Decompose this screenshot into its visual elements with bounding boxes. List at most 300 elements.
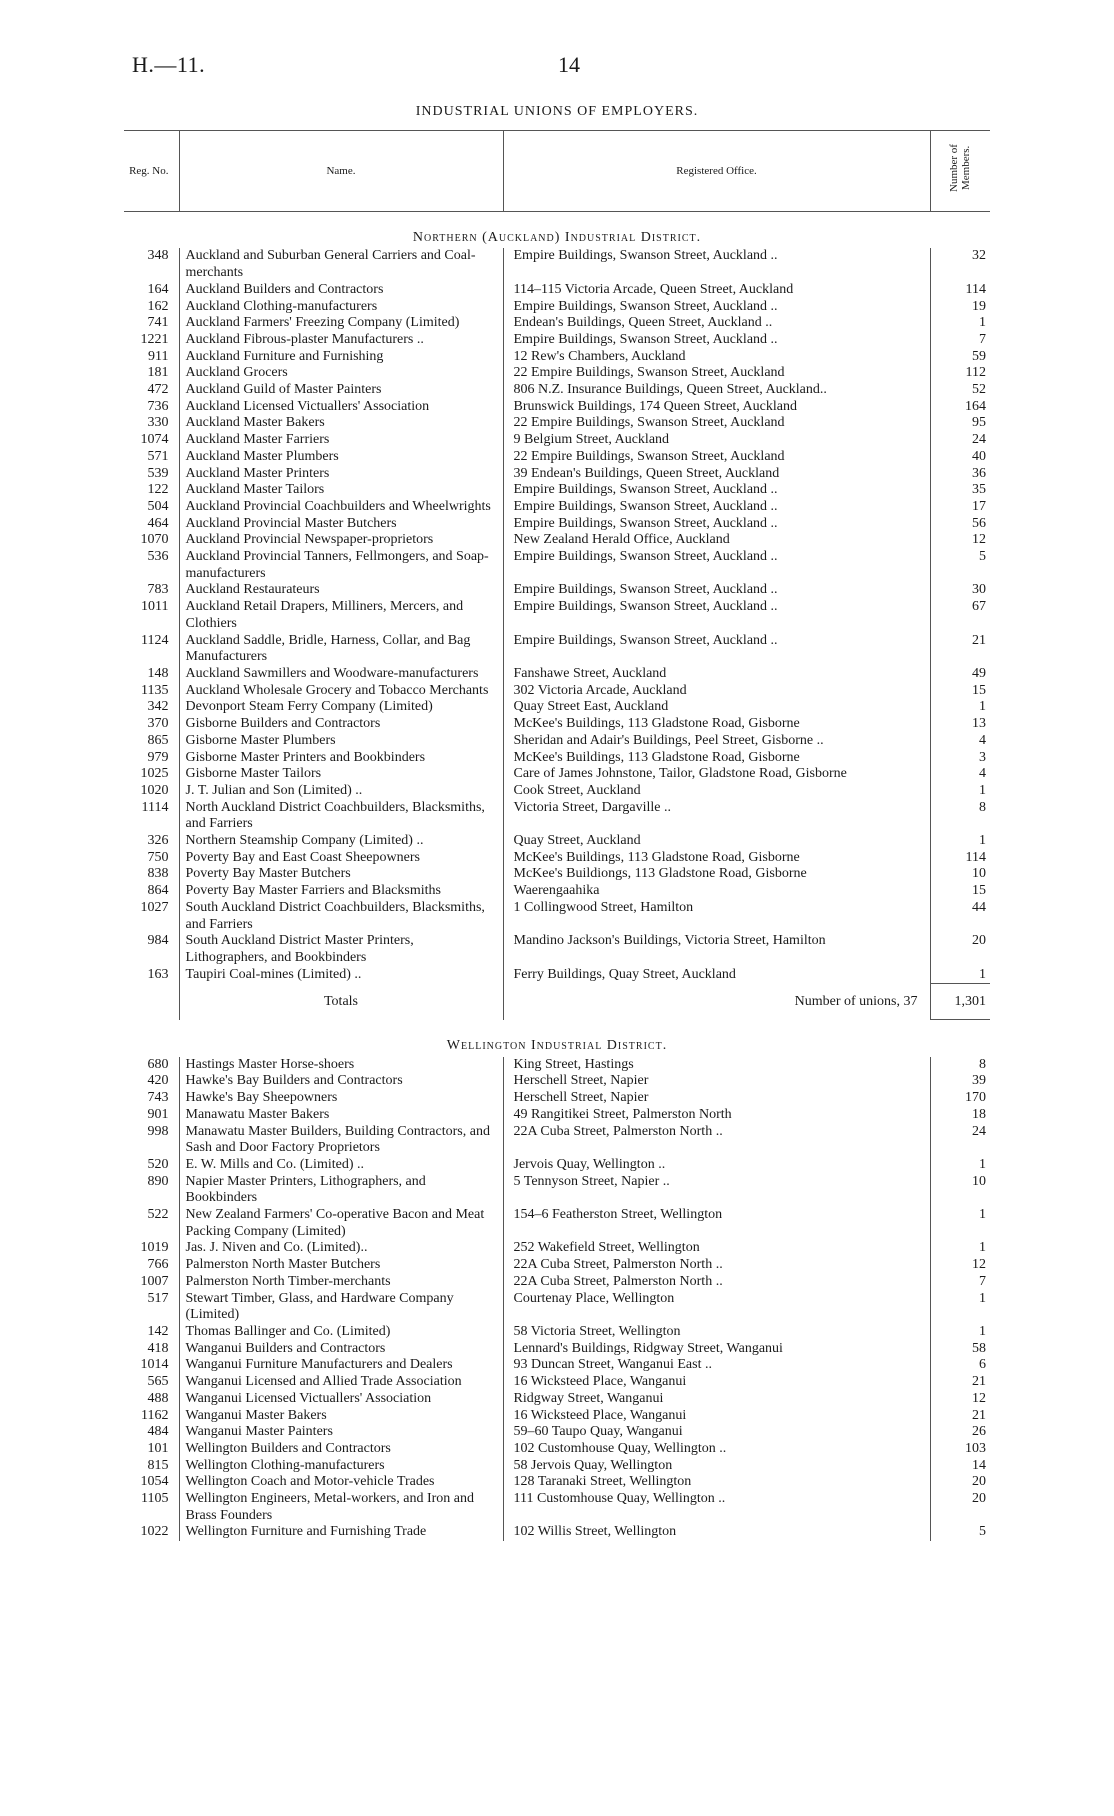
members-count-cell: 7: [930, 1274, 990, 1291]
members-count-cell: 56: [930, 516, 990, 533]
members-count-cell: 4: [930, 766, 990, 783]
header-name: Name.: [179, 131, 503, 212]
registered-office-cell: 22 Empire Buildings, Swanson Street, Auckland: [503, 449, 930, 466]
table-row: [124, 1240, 990, 1257]
table-row: [124, 248, 990, 281]
table-row: [124, 516, 990, 533]
registered-office-cell: Empire Buildings, Swanson Street, Auckland ..: [503, 599, 930, 632]
registered-office-cell: 806 N.Z. Insurance Buildings, Queen Street, Auckland..: [503, 382, 930, 399]
reg-no-cell: 1124: [141, 632, 169, 648]
registered-office-cell: 114–115 Victoria Arcade, Queen Street, Auckland: [503, 282, 930, 299]
members-count-cell: 170: [930, 1090, 990, 1107]
union-name-cell: Wanganui Furniture Manufacturers and Dealers: [179, 1357, 503, 1374]
number-of-unions: Number of unions, 37: [503, 984, 930, 1020]
registered-office-cell: McKee's Buildings, 113 Gladstone Road, Gisborne: [503, 716, 930, 733]
union-name-cell: Gisborne Master Printers and Bookbinders: [179, 750, 503, 767]
totals-row: [124, 984, 990, 1020]
members-count-cell: 114: [930, 282, 990, 299]
union-name-cell: Palmerston North Timber-merchants: [179, 1274, 503, 1291]
table-row: [124, 1424, 990, 1441]
members-count-cell: 6: [930, 1357, 990, 1374]
table-row: [124, 1374, 990, 1391]
members-count-cell: 3: [930, 750, 990, 767]
union-name-cell: Poverty Bay and East Coast Sheepowners: [179, 850, 503, 867]
table-row: [124, 349, 990, 366]
reg-no-cell: 420: [147, 1073, 169, 1089]
reg-no-cell: 517: [147, 1290, 169, 1306]
union-name-cell: Auckland and Suburban General Carriers and Coal-merchants: [179, 248, 503, 281]
union-name-cell: Auckland Guild of Master Painters: [179, 382, 503, 399]
union-name-cell: Auckland Provincial Master Butchers: [179, 516, 503, 533]
table-row: [124, 1174, 990, 1207]
union-name-cell: Hastings Master Horse-shoers: [179, 1057, 503, 1074]
district-heading-row: [124, 211, 990, 248]
union-name-cell: Wanganui Licensed Victuallers' Association: [179, 1391, 503, 1408]
registered-office-cell: 1 Collingwood Street, Hamilton: [503, 900, 930, 933]
union-name-cell: Auckland Grocers: [179, 365, 503, 382]
district-title: Northern (Auckland) Industrial District.: [412, 229, 702, 245]
registered-office-cell: 252 Wakefield Street, Wellington: [503, 1240, 930, 1257]
table-row: [124, 850, 990, 867]
page-identifier: H.—11.: [132, 52, 206, 77]
union-name-cell: Auckland Saddle, Bridle, Harness, Collar, and Bag Manufacturers: [179, 633, 503, 666]
members-count-cell: 52: [930, 382, 990, 399]
members-count-cell: 1: [930, 1240, 990, 1257]
union-name-cell: New Zealand Farmers' Co-operative Bacon and Meat Packing Company (Limited): [179, 1207, 503, 1240]
members-count-cell: 21: [930, 1408, 990, 1425]
page-number: 14: [558, 52, 580, 77]
reg-no-cell: 1020: [140, 782, 169, 798]
members-count-cell: 1: [930, 1207, 990, 1240]
registered-office-cell: Empire Buildings, Swanson Street, Auckland ..: [503, 499, 930, 516]
reg-no-cell: 520: [147, 1156, 169, 1172]
members-count-cell: 20: [930, 933, 990, 966]
members-count-cell: 1: [930, 699, 990, 716]
reg-no-cell: 418: [147, 1340, 169, 1356]
table-row: [124, 599, 990, 632]
registered-office-cell: 102 Customhouse Quay, Wellington ..: [503, 1441, 930, 1458]
union-name-cell: Gisborne Master Plumbers: [179, 733, 503, 750]
table-row: [124, 1274, 990, 1291]
table-row: [124, 1324, 990, 1341]
reg-no-cell: 326: [147, 833, 169, 849]
union-name-cell: Auckland Master Plumbers: [179, 449, 503, 466]
union-name-cell: Wellington Engineers, Metal-workers, and Iron and Brass Founders: [179, 1491, 503, 1524]
members-count-cell: 10: [930, 1174, 990, 1207]
reg-no-cell: 1221: [140, 331, 169, 347]
members-count-cell: 58: [930, 1341, 990, 1358]
members-count-cell: 164: [930, 399, 990, 416]
table-row: [124, 449, 990, 466]
table-row: [124, 1524, 990, 1541]
table-row: [124, 783, 990, 800]
table-row: [124, 633, 990, 666]
union-name-cell: Taupiri Coal-mines (Limited) ..: [179, 967, 503, 984]
registered-office-cell: McKee's Buildiongs, 113 Gladstone Road, Gisborne: [503, 866, 930, 883]
members-count-cell: 13: [930, 716, 990, 733]
union-name-cell: Napier Master Printers, Lithographers, and Bookbinders: [179, 1174, 503, 1207]
reg-no-cell: 1074: [140, 432, 169, 448]
members-count-cell: 19: [930, 299, 990, 316]
table-row: [124, 532, 990, 549]
registered-office-cell: 58 Victoria Street, Wellington: [503, 1324, 930, 1341]
union-name-cell: Auckland Master Printers: [179, 466, 503, 483]
reg-no-cell: 484: [147, 1424, 169, 1440]
members-count-cell: 1: [930, 1157, 990, 1174]
union-name-cell: Thomas Ballinger and Co. (Limited): [179, 1324, 503, 1341]
registered-office-cell: Victoria Street, Dargaville ..: [503, 800, 930, 833]
union-name-cell: Auckland Master Bakers: [179, 415, 503, 432]
reg-no-cell: 838: [147, 866, 169, 882]
table-row: [124, 1357, 990, 1374]
registered-office-cell: Courtenay Place, Wellington: [503, 1291, 930, 1324]
district-title: Wellington Industrial District.: [446, 1038, 668, 1054]
table-row: [124, 399, 990, 416]
union-name-cell: Gisborne Master Tailors: [179, 766, 503, 783]
reg-no-cell: 348: [147, 248, 169, 264]
union-name-cell: Auckland Restaurateurs: [179, 582, 503, 599]
registered-office-cell: New Zealand Herald Office, Auckland: [503, 532, 930, 549]
header-members: [930, 131, 990, 212]
table-row: [124, 582, 990, 599]
table-row: [124, 1124, 990, 1157]
table-row: [124, 900, 990, 933]
registered-office-cell: 22A Cuba Street, Palmerston North ..: [503, 1124, 930, 1157]
members-count-cell: 24: [930, 1124, 990, 1157]
registered-office-cell: 154–6 Featherston Street, Wellington: [503, 1207, 930, 1240]
union-name-cell: Auckland Master Farriers: [179, 432, 503, 449]
reg-no-cell: 1070: [140, 532, 169, 548]
union-name-cell: Auckland Licensed Victuallers' Association: [179, 399, 503, 416]
members-count-cell: 15: [930, 883, 990, 900]
registered-office-cell: Empire Buildings, Swanson Street, Auckland ..: [503, 248, 930, 281]
members-count-cell: 103: [930, 1441, 990, 1458]
registered-office-cell: Ferry Buildings, Quay Street, Auckland: [503, 967, 930, 984]
union-name-cell: South Auckland District Coachbuilders, Blacksmiths, and Farriers: [179, 900, 503, 933]
registered-office-cell: 39 Endean's Buildings, Queen Street, Auckland: [503, 466, 930, 483]
registered-office-cell: Care of James Johnstone, Tailor, Gladstone Road, Gisborne: [503, 766, 930, 783]
table-row: [124, 382, 990, 399]
table-body: [124, 211, 990, 1541]
table-row: [124, 666, 990, 683]
registered-office-cell: Jervois Quay, Wellington ..: [503, 1157, 930, 1174]
union-name-cell: Auckland Builders and Contractors: [179, 282, 503, 299]
members-count-cell: 12: [930, 532, 990, 549]
table-row: [124, 332, 990, 349]
members-count-cell: 35: [930, 482, 990, 499]
members-count-cell: 112: [930, 365, 990, 382]
members-count-cell: 21: [930, 1374, 990, 1391]
members-count-cell: 20: [930, 1474, 990, 1491]
registered-office-cell: Cook Street, Auckland: [503, 783, 930, 800]
reg-no-cell: 750: [147, 849, 169, 865]
members-count-cell: 4: [930, 733, 990, 750]
totals-label: Totals: [179, 984, 503, 1020]
table-row: [124, 1341, 990, 1358]
reg-no-cell: 890: [147, 1173, 169, 1189]
union-name-cell: Manawatu Master Builders, Building Contractors, and Sash and Door Factory Proprietors: [179, 1124, 503, 1157]
table-row: [124, 1073, 990, 1090]
union-name-cell: Manawatu Master Bakers: [179, 1107, 503, 1124]
table-row: [124, 733, 990, 750]
members-count-cell: 30: [930, 582, 990, 599]
reg-no-cell: 1135: [141, 682, 169, 698]
table-row: [124, 1157, 990, 1174]
table-row: [124, 1107, 990, 1124]
registered-office-cell: 93 Duncan Street, Wanganui East ..: [503, 1357, 930, 1374]
table-row: [124, 466, 990, 483]
reg-no-cell: 741: [147, 315, 169, 331]
table-row: [124, 1441, 990, 1458]
reg-no-cell: 1011: [141, 599, 169, 615]
registered-office-cell: 16 Wicksteed Place, Wanganui: [503, 1408, 930, 1425]
members-count-cell: 8: [930, 800, 990, 833]
registered-office-cell: 9 Belgium Street, Auckland: [503, 432, 930, 449]
reg-no-cell: 864: [147, 883, 169, 899]
members-count-cell: 21: [930, 633, 990, 666]
members-count-cell: 26: [930, 1424, 990, 1441]
table-row: [124, 866, 990, 883]
table-row: [124, 833, 990, 850]
union-name-cell: Wellington Coach and Motor-vehicle Trades: [179, 1474, 503, 1491]
registered-office-cell: 49 Rangitikei Street, Palmerston North: [503, 1107, 930, 1124]
registered-office-cell: McKee's Buildings, 113 Gladstone Road, Gisborne: [503, 750, 930, 767]
reg-no-cell: 148: [147, 665, 169, 681]
table-row: [124, 1458, 990, 1475]
registered-office-cell: Empire Buildings, Swanson Street, Auckland ..: [503, 299, 930, 316]
reg-no-cell: 539: [147, 465, 169, 481]
totals-blank-cell: [124, 984, 179, 1020]
reg-no-cell: 504: [147, 498, 169, 514]
union-name-cell: J. T. Julian and Son (Limited) ..: [179, 783, 503, 800]
registered-office-cell: Empire Buildings, Swanson Street, Auckland ..: [503, 482, 930, 499]
members-count-cell: 5: [930, 1524, 990, 1541]
members-count-cell: 40: [930, 449, 990, 466]
table-row: [124, 1291, 990, 1324]
reg-no-cell: 370: [147, 716, 169, 732]
union-name-cell: Gisborne Builders and Contractors: [179, 716, 503, 733]
union-name-cell: Wanganui Master Painters: [179, 1424, 503, 1441]
reg-no-cell: 911: [148, 348, 169, 364]
members-count-cell: 8: [930, 1057, 990, 1074]
members-count-cell: 12: [930, 1257, 990, 1274]
members-count-cell: 14: [930, 1458, 990, 1475]
members-count-cell: 1: [930, 1291, 990, 1324]
members-count-cell: 59: [930, 349, 990, 366]
reg-no-cell: 1105: [141, 1491, 169, 1507]
reg-no-cell: 522: [147, 1207, 169, 1223]
members-count-cell: 18: [930, 1107, 990, 1124]
union-name-cell: South Auckland District Master Printers, Lithographers, and Bookbinders: [179, 933, 503, 966]
unions-register-table: [124, 130, 990, 1541]
table-row: [124, 1491, 990, 1524]
reg-no-cell: 536: [147, 549, 169, 565]
members-count-cell: 10: [930, 866, 990, 883]
members-count-cell: 24: [930, 432, 990, 449]
members-count-cell: 1: [930, 783, 990, 800]
registered-office-cell: 111 Customhouse Quay, Wellington ..: [503, 1491, 930, 1524]
registered-office-cell: McKee's Buildings, 113 Gladstone Road, Gisborne: [503, 850, 930, 867]
registered-office-cell: Empire Buildings, Swanson Street, Auckland ..: [503, 582, 930, 599]
members-count-cell: 7: [930, 332, 990, 349]
registered-office-cell: 128 Taranaki Street, Wellington: [503, 1474, 930, 1491]
table-row: [124, 365, 990, 382]
union-name-cell: Devonport Steam Ferry Company (Limited): [179, 699, 503, 716]
table-row: [124, 933, 990, 966]
registered-office-cell: 12 Rew's Chambers, Auckland: [503, 349, 930, 366]
union-name-cell: Wellington Builders and Contractors: [179, 1441, 503, 1458]
table-row: [124, 1207, 990, 1240]
registered-office-cell: Quay Street, Auckland: [503, 833, 930, 850]
registered-office-cell: Empire Buildings, Swanson Street, Auckland ..: [503, 633, 930, 666]
members-count-cell: 39: [930, 1073, 990, 1090]
reg-no-cell: 181: [147, 365, 169, 381]
header-members-label: Number of Members.: [948, 144, 973, 192]
registered-office-cell: 22A Cuba Street, Palmerston North ..: [503, 1257, 930, 1274]
union-name-cell: Palmerston North Master Butchers: [179, 1257, 503, 1274]
registered-office-cell: Waerengaahika: [503, 883, 930, 900]
reg-no-cell: 472: [147, 382, 169, 398]
reg-no-cell: 865: [147, 732, 169, 748]
reg-no-cell: 1162: [141, 1407, 169, 1423]
union-name-cell: Auckland Sawmillers and Woodware-manufacturers: [179, 666, 503, 683]
table-row: [124, 482, 990, 499]
union-name-cell: Auckland Retail Drapers, Milliners, Mercers, and Clothiers: [179, 599, 503, 632]
registered-office-cell: 22 Empire Buildings, Swanson Street, Auckland: [503, 415, 930, 432]
reg-no-cell: 164: [147, 281, 169, 297]
reg-no-cell: 815: [147, 1457, 169, 1473]
header-registered-office: Registered Office.: [503, 131, 930, 212]
table-row: [124, 967, 990, 984]
union-name-cell: Auckland Farmers' Freezing Company (Limited): [179, 315, 503, 332]
table-row: [124, 1257, 990, 1274]
registered-office-cell: Ridgway Street, Wanganui: [503, 1391, 930, 1408]
table-row: [124, 750, 990, 767]
table-row: [124, 432, 990, 449]
registered-office-cell: Endean's Buildings, Queen Street, Auckland ..: [503, 315, 930, 332]
reg-no-cell: 464: [147, 515, 169, 531]
table-row: [124, 282, 990, 299]
registered-office-cell: Lennard's Buildings, Ridgway Street, Wanganui: [503, 1341, 930, 1358]
union-name-cell: Poverty Bay Master Butchers: [179, 866, 503, 883]
members-count-cell: 17: [930, 499, 990, 516]
table-row: [124, 1408, 990, 1425]
reg-no-cell: 783: [147, 582, 169, 598]
union-name-cell: Auckland Fibrous-plaster Manufacturers ..: [179, 332, 503, 349]
table-row: [124, 800, 990, 833]
reg-no-cell: 743: [147, 1090, 169, 1106]
reg-no-cell: 571: [147, 448, 169, 464]
reg-no-cell: 736: [147, 398, 169, 414]
union-name-cell: Auckland Provincial Coachbuilders and Wheelwrights: [179, 499, 503, 516]
reg-no-cell: 680: [147, 1056, 169, 1072]
table-row: [124, 1474, 990, 1491]
reg-no-cell: 1027: [140, 899, 169, 915]
reg-no-cell: 984: [147, 933, 169, 949]
members-count-cell: 36: [930, 466, 990, 483]
reg-no-cell: 142: [147, 1324, 169, 1339]
reg-no-cell: 122: [147, 482, 169, 498]
union-name-cell: Auckland Master Tailors: [179, 482, 503, 499]
members-count-cell: 49: [930, 666, 990, 683]
table-row: [124, 315, 990, 332]
registered-office-cell: 58 Jervois Quay, Wellington: [503, 1458, 930, 1475]
reg-no-cell: 565: [147, 1374, 169, 1390]
reg-no-cell: 101: [147, 1440, 169, 1456]
registered-office-cell: 302 Victoria Arcade, Auckland: [503, 683, 930, 700]
union-name-cell: Wanganui Master Bakers: [179, 1408, 503, 1425]
union-name-cell: Wanganui Licensed and Allied Trade Association: [179, 1374, 503, 1391]
union-name-cell: North Auckland District Coachbuilders, Blacksmiths, and Farriers: [179, 800, 503, 833]
table-row: [124, 549, 990, 582]
reg-no-cell: 1025: [140, 766, 169, 782]
registered-office-cell: Empire Buildings, Swanson Street, Auckland ..: [503, 332, 930, 349]
registered-office-cell: 5 Tennyson Street, Napier ..: [503, 1174, 930, 1207]
registered-office-cell: Quay Street East, Auckland: [503, 699, 930, 716]
members-count-cell: 1: [930, 315, 990, 332]
table-row: [124, 883, 990, 900]
registered-office-cell: 59–60 Taupo Quay, Wanganui: [503, 1424, 930, 1441]
registered-office-cell: Herschell Street, Napier: [503, 1090, 930, 1107]
registered-office-cell: Empire Buildings, Swanson Street, Auckland ..: [503, 516, 930, 533]
district-heading-row: [124, 1020, 990, 1057]
members-count-cell: 5: [930, 549, 990, 582]
table-row: [124, 699, 990, 716]
registered-office-cell: Herschell Street, Napier: [503, 1073, 930, 1090]
union-name-cell: Auckland Wholesale Grocery and Tobacco Merchants: [179, 683, 503, 700]
reg-no-cell: 163: [147, 966, 169, 982]
table-row: [124, 683, 990, 700]
union-name-cell: Auckland Provincial Tanners, Fellmongers, and Soap-manufacturers: [179, 549, 503, 582]
table-row: [124, 499, 990, 516]
union-name-cell: Auckland Clothing-manufacturers: [179, 299, 503, 316]
union-name-cell: Wanganui Builders and Contractors: [179, 1341, 503, 1358]
reg-no-cell: 1019: [140, 1240, 169, 1256]
union-name-cell: Wellington Clothing-manufacturers: [179, 1458, 503, 1475]
table-row: [124, 1057, 990, 1074]
union-name-cell: Hawke's Bay Sheepowners: [179, 1090, 503, 1107]
members-count-cell: 114: [930, 850, 990, 867]
table-row: [124, 716, 990, 733]
members-count-cell: 1: [930, 833, 990, 850]
registered-office-cell: Sheridan and Adair's Buildings, Peel Street, Gisborne ..: [503, 733, 930, 750]
members-count-cell: 20: [930, 1491, 990, 1524]
members-count-cell: 1: [930, 967, 990, 984]
members-count-cell: 32: [930, 248, 990, 281]
page-title: INDUSTRIAL UNIONS OF EMPLOYERS.: [415, 104, 699, 119]
reg-no-cell: 1114: [141, 799, 169, 815]
registered-office-cell: 22A Cuba Street, Palmerston North ..: [503, 1274, 930, 1291]
registered-office-cell: Brunswick Buildings, 174 Queen Street, Auckland: [503, 399, 930, 416]
reg-no-cell: 342: [147, 699, 169, 715]
members-count-cell: 44: [930, 900, 990, 933]
union-name-cell: Northern Steamship Company (Limited) ..: [179, 833, 503, 850]
members-count-cell: 12: [930, 1391, 990, 1408]
reg-no-cell: 1022: [140, 1524, 169, 1540]
reg-no-cell: 330: [147, 415, 169, 431]
reg-no-cell: 162: [147, 298, 169, 314]
registered-office-cell: Empire Buildings, Swanson Street, Auckland ..: [503, 549, 930, 582]
table-header-row: [124, 131, 990, 212]
reg-no-cell: 766: [147, 1257, 169, 1273]
union-name-cell: Auckland Provincial Newspaper-proprietors: [179, 532, 503, 549]
reg-no-cell: 1054: [140, 1474, 169, 1490]
union-name-cell: Hawke's Bay Builders and Contractors: [179, 1073, 503, 1090]
total-members: 1,301: [930, 984, 990, 1020]
table-row: [124, 1090, 990, 1107]
members-count-cell: 95: [930, 415, 990, 432]
table-row: [124, 415, 990, 432]
